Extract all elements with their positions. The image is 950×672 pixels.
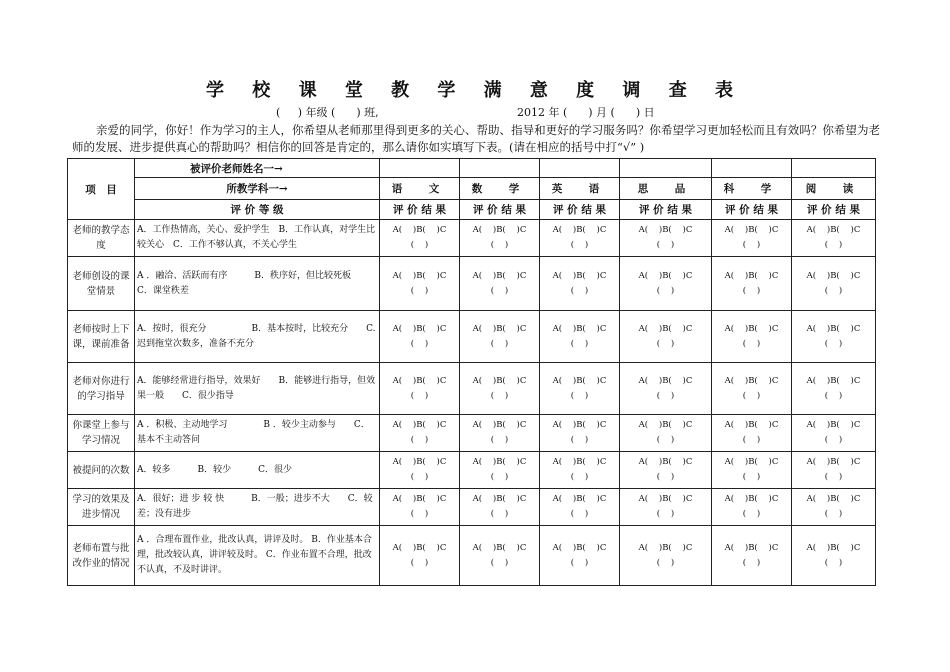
- result-choice-cell[interactable]: [712, 452, 792, 489]
- grade-options-cell: A．很好；进 步 较 快 B．一般；进步不大 C．较差；没有进步: [135, 489, 380, 526]
- choice-abc-line: A( )B( )C: [472, 323, 527, 334]
- result-choice-cell[interactable]: [380, 452, 460, 489]
- result-choice-cell[interactable]: [620, 415, 712, 452]
- result-choice-cell[interactable]: [792, 363, 876, 415]
- choice-abc-line: A( )B( )C: [552, 420, 607, 430]
- choice-paren-line: ( ): [742, 338, 761, 349]
- choice-paren-line: ( ): [656, 557, 675, 568]
- choice-paren-line: ( ): [490, 338, 509, 349]
- choice-abc-line: A( )B( )C: [392, 494, 447, 504]
- choice-paren-line: ( ): [410, 338, 429, 349]
- choice-paren-line: ( ): [490, 557, 509, 568]
- result-choice-cell[interactable]: [620, 220, 712, 257]
- item-cell: 你课堂上参与学习情况: [68, 415, 135, 452]
- choice-abc-line: A( )B( )C: [724, 420, 779, 430]
- table-row: [68, 489, 876, 526]
- item-cell: 老师对你进行的学习指导: [68, 363, 135, 415]
- choice-paren-line: ( ): [570, 240, 589, 250]
- choice-abc-line: A( )B( )C: [806, 457, 861, 467]
- choice-abc-line: A( )B( )C: [806, 270, 861, 281]
- choice-paren-line: ( ): [570, 285, 589, 296]
- choice-abc-line: A( )B( )C: [472, 420, 527, 430]
- choice-paren-line: ( ): [824, 338, 843, 349]
- result-choice-cell[interactable]: [620, 526, 712, 586]
- result-label: 评 价 结 果: [792, 200, 876, 220]
- result-choice-cell[interactable]: [620, 452, 712, 489]
- item-cell: 老师按时上下课，课前准备: [68, 311, 135, 363]
- result-choice-cell[interactable]: [712, 489, 792, 526]
- subject-reading: 阅 读: [792, 178, 876, 200]
- choice-abc-line: A( )B( )C: [724, 542, 779, 553]
- choice-abc-line: A( )B( )C: [552, 225, 607, 235]
- subject-chinese: 语 文: [380, 178, 460, 200]
- choice-paren-line: ( ): [742, 390, 761, 401]
- result-choice-cell[interactable]: [460, 363, 540, 415]
- grade-options-cell: A．能够经常进行指导，效果好 B．能够进行指导，但效果一般 C．很少指导: [135, 363, 380, 415]
- choice-paren-line: ( ): [742, 240, 761, 250]
- choice-abc-line: A( )B( )C: [724, 375, 779, 386]
- choice-abc-line: A( )B( )C: [806, 494, 861, 504]
- choice-abc-line: A( )B( )C: [724, 494, 779, 504]
- result-choice-cell[interactable]: [712, 311, 792, 363]
- result-choice-cell[interactable]: [540, 489, 620, 526]
- choice-abc-line: A( )B( )C: [552, 494, 607, 504]
- choice-paren-line: ( ): [656, 472, 675, 482]
- subject-english: 英 语: [540, 178, 620, 200]
- choice-abc-line: A( )B( )C: [472, 542, 527, 553]
- result-choice-cell[interactable]: [460, 415, 540, 452]
- choice-abc-line: A( )B( )C: [806, 323, 861, 334]
- choice-abc-line: A( )B( )C: [638, 323, 693, 334]
- choice-paren-line: ( ): [824, 390, 843, 401]
- grade-options-cell: A ．融洽、活跃而有序 B．秩序好，但比较死板 C．课堂秩差: [135, 257, 380, 311]
- item-cell: 老师布置与批改作业的情况: [68, 526, 135, 586]
- choice-paren-line: ( ): [824, 435, 843, 445]
- choice-abc-line: A( )B( )C: [638, 542, 693, 553]
- choice-paren-line: ( ): [570, 509, 589, 519]
- choice-abc-line: A( )B( )C: [638, 457, 693, 467]
- result-choice-cell[interactable]: [620, 489, 712, 526]
- table-row: [68, 363, 876, 415]
- choice-paren-line: ( ): [410, 509, 429, 519]
- result-choice-cell[interactable]: [380, 257, 460, 311]
- choice-paren-line: ( ): [410, 557, 429, 568]
- result-choice-cell[interactable]: [540, 257, 620, 311]
- choice-abc-line: A( )B( )C: [392, 542, 447, 553]
- teacher-name-cell-5[interactable]: [712, 159, 792, 178]
- result-label: 评 价 结 果: [620, 200, 712, 220]
- choice-abc-line: A( )B( )C: [472, 270, 527, 281]
- item-cell: 被提问的次数: [68, 452, 135, 489]
- choice-paren-line: ( ): [490, 472, 509, 482]
- choice-abc-line: A( )B( )C: [638, 420, 693, 430]
- result-choice-cell[interactable]: [460, 489, 540, 526]
- item-cell: 老师的教学态度: [68, 220, 135, 257]
- result-label: 评 价 结 果: [460, 200, 540, 220]
- choice-abc-line: A( )B( )C: [552, 270, 607, 281]
- choice-paren-line: ( ): [824, 285, 843, 296]
- grade-options-cell: A ．积极、主动地学习 B ．较少主动参与 C．基本不主动答问: [135, 415, 380, 452]
- result-choice-cell[interactable]: [712, 415, 792, 452]
- choice-paren-line: ( ): [742, 509, 761, 519]
- result-label: 评 价 结 果: [380, 200, 460, 220]
- item-header: 项 目: [68, 159, 135, 220]
- teacher-name-cell-1[interactable]: [380, 159, 460, 178]
- choice-abc-line: A( )B( )C: [806, 225, 861, 235]
- choice-paren-line: ( ): [824, 509, 843, 519]
- result-choice-cell[interactable]: [380, 220, 460, 257]
- choice-abc-line: A( )B( )C: [806, 375, 861, 386]
- result-choice-cell[interactable]: [380, 526, 460, 586]
- choice-paren-line: ( ): [410, 472, 429, 482]
- choice-paren-line: ( ): [490, 240, 509, 250]
- result-choice-cell[interactable]: [540, 452, 620, 489]
- result-choice-cell[interactable]: [620, 257, 712, 311]
- choice-paren-line: ( ): [742, 557, 761, 568]
- table-row: [68, 311, 876, 363]
- result-choice-cell[interactable]: [712, 363, 792, 415]
- item-cell: 学习的效果及进步情况: [68, 489, 135, 526]
- choice-abc-line: A( )B( )C: [392, 270, 447, 281]
- subject-label: 所教学科一→: [135, 178, 380, 200]
- choice-paren-line: ( ): [410, 240, 429, 250]
- choice-abc-line: A( )B( )C: [806, 420, 861, 430]
- choice-paren-line: ( ): [410, 390, 429, 401]
- result-choice-cell[interactable]: [620, 363, 712, 415]
- choice-abc-line: A( )B( )C: [472, 494, 527, 504]
- choice-paren-line: ( ): [824, 240, 843, 250]
- result-choice-cell[interactable]: [460, 220, 540, 257]
- result-choice-cell[interactable]: [460, 452, 540, 489]
- choice-paren-line: ( ): [490, 390, 509, 401]
- result-choice-cell[interactable]: [792, 311, 876, 363]
- result-label: 评 价 结 果: [712, 200, 792, 220]
- result-choice-cell[interactable]: [792, 257, 876, 311]
- choice-abc-line: A( )B( )C: [552, 375, 607, 386]
- result-choice-cell[interactable]: [380, 363, 460, 415]
- choice-abc-line: A( )B( )C: [472, 375, 527, 386]
- choice-paren-line: ( ): [742, 472, 761, 482]
- choice-paren-line: ( ): [656, 390, 675, 401]
- grade-options-cell: A．工作热情高，关心、爱护学生 B．工作认真，对学生比较关心 C．工作不够认真，不关心学生: [135, 220, 380, 257]
- choice-paren-line: ( ): [570, 390, 589, 401]
- choice-paren-line: ( ): [656, 285, 675, 296]
- result-choice-cell[interactable]: [380, 311, 460, 363]
- grade-options-cell: A ．合理布置作业，批改认真，讲评及时。 B．作业基本合理，批改较认真，讲评较及时。 C．作业布置不合理，批改不认真，不及时讲评。: [135, 526, 380, 586]
- grade-options-cell: A．按时，很充分 B．基本按时，比较充分 C. 迟到拖堂次数多，准备不充分: [135, 311, 380, 363]
- choice-abc-line: A( )B( )C: [638, 375, 693, 386]
- choice-paren-line: ( ): [570, 435, 589, 445]
- choice-abc-line: A( )B( )C: [472, 225, 527, 235]
- teacher-name-cell-4[interactable]: [620, 159, 712, 178]
- header-row-subject: [68, 178, 876, 200]
- choice-abc-line: A( )B( )C: [638, 494, 693, 504]
- choice-abc-line: A( )B( )C: [638, 225, 693, 235]
- subject-morality: 思 品: [620, 178, 712, 200]
- header-row-teacher: [68, 159, 876, 178]
- choice-abc-line: A( )B( )C: [552, 542, 607, 553]
- table-row: [68, 526, 876, 586]
- survey-title: 学 校 课 堂 教 学 满 意 度 调 查 表: [206, 80, 744, 101]
- choice-paren-line: ( ): [824, 557, 843, 568]
- result-choice-cell[interactable]: [792, 220, 876, 257]
- result-choice-cell[interactable]: [712, 257, 792, 311]
- table-row: [68, 220, 876, 257]
- choice-abc-line: A( )B( )C: [392, 375, 447, 386]
- choice-paren-line: ( ): [570, 338, 589, 349]
- result-choice-cell[interactable]: [460, 257, 540, 311]
- choice-paren-line: ( ): [742, 285, 761, 296]
- choice-paren-line: ( ): [490, 435, 509, 445]
- choice-paren-line: ( ): [656, 338, 675, 349]
- choice-paren-line: ( ): [410, 285, 429, 296]
- result-choice-cell[interactable]: [792, 415, 876, 452]
- grade-class-line: ( ) 年级 ( ) 班,: [276, 106, 379, 119]
- choice-paren-line: ( ): [570, 472, 589, 482]
- choice-abc-line: A( )B( )C: [724, 323, 779, 334]
- result-choice-cell[interactable]: [540, 220, 620, 257]
- choice-paren-line: ( ): [490, 509, 509, 519]
- choice-abc-line: A( )B( )C: [724, 225, 779, 235]
- item-cell: 老师创设的课堂情景: [68, 257, 135, 311]
- choice-abc-line: A( )B( )C: [392, 457, 447, 467]
- teacher-name-cell-2[interactable]: [460, 159, 540, 178]
- subject-science: 科 学: [712, 178, 792, 200]
- table-row: [68, 452, 876, 489]
- result-choice-cell[interactable]: [380, 489, 460, 526]
- choice-paren-line: ( ): [656, 435, 675, 445]
- choice-abc-line: A( )B( )C: [392, 420, 447, 430]
- result-choice-cell[interactable]: [712, 526, 792, 586]
- date-fields: 2012 年 ( ) 月 ( ) 日: [517, 106, 655, 119]
- choice-abc-line: A( )B( )C: [552, 323, 607, 334]
- table-row: [68, 257, 876, 311]
- choice-abc-line: A( )B( )C: [724, 270, 779, 281]
- header-row-grade: [68, 200, 876, 220]
- result-choice-cell[interactable]: [620, 311, 712, 363]
- result-choice-cell[interactable]: [540, 526, 620, 586]
- choice-abc-line: A( )B( )C: [392, 225, 447, 235]
- choice-paren-line: ( ): [570, 557, 589, 568]
- choice-abc-line: A( )B( )C: [806, 542, 861, 553]
- choice-abc-line: A( )B( )C: [472, 457, 527, 467]
- teacher-name-cell-6[interactable]: [792, 159, 876, 178]
- teacher-name-cell-3[interactable]: [540, 159, 620, 178]
- result-choice-cell[interactable]: [460, 526, 540, 586]
- choice-paren-line: ( ): [656, 240, 675, 250]
- grade-options-cell: A．较多 B．较少 C．很少: [135, 452, 380, 489]
- choice-abc-line: A( )B( )C: [552, 457, 607, 467]
- result-choice-cell[interactable]: [540, 415, 620, 452]
- choice-paren-line: ( ): [824, 472, 843, 482]
- result-label: 评 价 结 果: [540, 200, 620, 220]
- result-choice-cell[interactable]: [540, 311, 620, 363]
- intro-paragraph: 亲爱的同学，你好！作为学习的主人，你希望从老师那里得到更多的关心、帮助、指导和更好的学习服务吗？你希望学习更加轻松而且有效吗？你希望为老师的发展、进步提供真心的帮助吗？相信你的回答是肯定的，那么请你如实填写下表。(请在相应的括号中打“√” ): [72, 123, 880, 154]
- grade-level-label: 评 价 等 级: [135, 200, 380, 220]
- result-choice-cell[interactable]: [460, 311, 540, 363]
- result-choice-cell[interactable]: [792, 526, 876, 586]
- result-choice-cell[interactable]: [792, 489, 876, 526]
- choice-abc-line: A( )B( )C: [724, 457, 779, 467]
- result-choice-cell[interactable]: [540, 363, 620, 415]
- choice-paren-line: ( ): [656, 509, 675, 519]
- table-row: [68, 415, 876, 452]
- choice-paren-line: ( ): [410, 435, 429, 445]
- result-choice-cell[interactable]: [712, 220, 792, 257]
- result-choice-cell[interactable]: [380, 415, 460, 452]
- choice-abc-line: A( )B( )C: [392, 323, 447, 334]
- choice-paren-line: ( ): [490, 285, 509, 296]
- choice-paren-line: ( ): [742, 435, 761, 445]
- teacher-name-label: 被评价老师姓名一→: [135, 159, 380, 178]
- choice-abc-line: A( )B( )C: [638, 270, 693, 281]
- survey-table: [67, 158, 876, 586]
- result-choice-cell[interactable]: [792, 452, 876, 489]
- subject-math: 数 学: [460, 178, 540, 200]
